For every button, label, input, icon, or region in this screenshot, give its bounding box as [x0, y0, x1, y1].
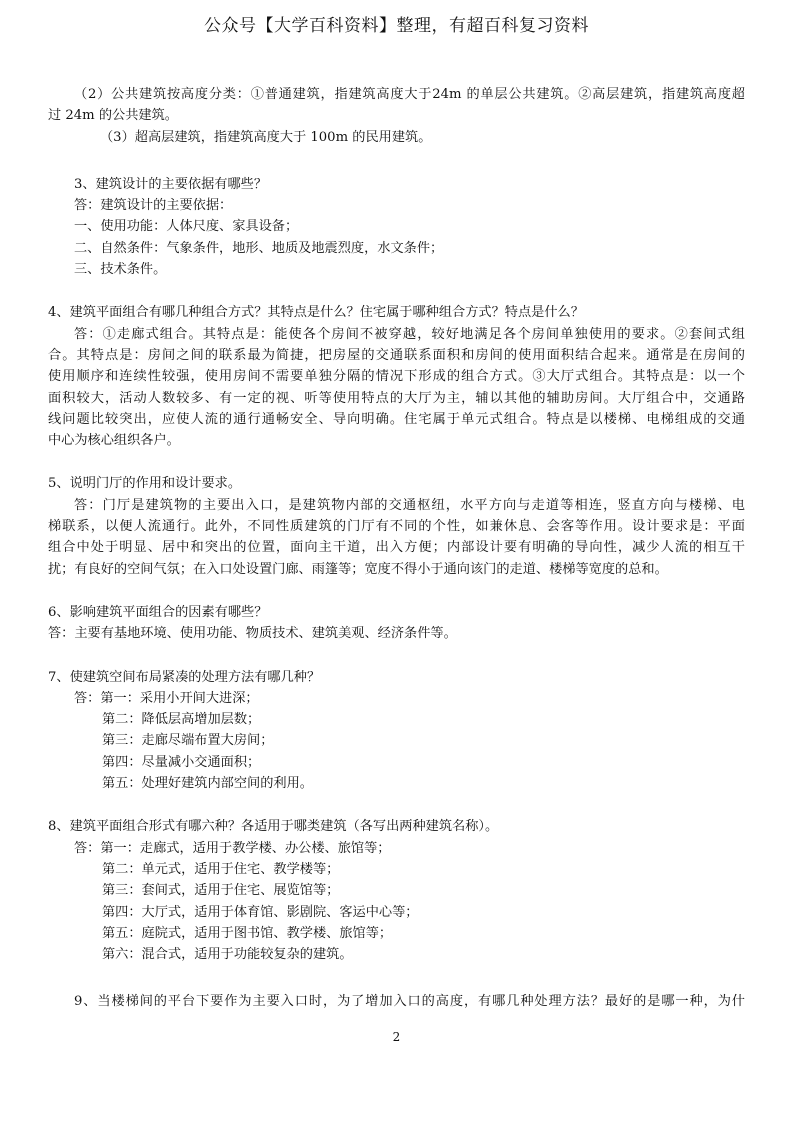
question-4-answer-line: 合。其特点是：房间之间的联系最为简捷，把房屋的交通联系面积和房间的使用面积结合起来。通常是在房间的 — [48, 347, 745, 363]
question-9 — [48, 991, 745, 1012]
question-8-item: 第六：混合式，适用于功能较复杂的建筑。 — [102, 947, 353, 963]
paragraph-2-line-1: （2）公共建筑按高度分类：①普通建筑，指建筑高度大于24m 的单层公共建筑。②高层建筑，指建筑高度超 — [74, 87, 745, 102]
question-4-answer-line: 线问题比较突出，应使人流的通行通畅安全、导向明确。住宅属于单元式组合。特点是以楼梯、电梯组成的交通 — [48, 411, 745, 427]
question-7-item: 第四：尽量减小交通面积； — [102, 754, 261, 770]
question-8-answer: 答：第一：走廊式，适用于教学楼、办公楼、旅馆等； — [74, 840, 391, 856]
question-3-title: 3、建筑设计的主要依据有哪些？ — [74, 176, 268, 192]
question-4-title: 4、建筑平面组合有哪几种组合方式？其特点是什么？住宅属于哪种组合方式？特点是什么？ — [48, 305, 584, 321]
question-9-title: 9、当楼梯间的平台下要作为主要入口时，为了增加入口的高度，有哪几种处理方法？最好的是哪一种，为什 — [74, 994, 745, 1010]
question-5-answer-line: 扰；有良好的空间气氛；在入口处设置门廊、雨篷等；宽度不得小于通向该门的走道、楼梯等宽度的总和。 — [48, 561, 668, 577]
question-4 — [48, 302, 745, 451]
page-number: 2 — [392, 1030, 401, 1044]
question-7-item: 第二：降低层高增加层数； — [102, 712, 261, 728]
question-4-answer-line: 使用顺序和连续性较强，使用房间不需要单独分隔的情况下形成的组合方式。③大厅式组合。其特点是：以一个 — [48, 369, 745, 385]
question-5-title: 5、说明门厅的作用和设计要求。 — [48, 476, 242, 492]
question-8-title: 8、建筑平面组合形式有哪六种？各适用于哪类建筑（各写出两种建筑名称）。 — [48, 819, 499, 835]
question-4-answer-line: 答：①走廊式组合。其特点是：能使各个房间不被穿越，较好地满足各个房间单独使用的要求。②套间式组 — [74, 326, 745, 342]
question-3-answer: 答：建筑设计的主要依据： — [74, 198, 233, 214]
question-6-answer: 答：主要有基地环境、使用功能、物质技术、建筑美观、经济条件等。 — [48, 626, 457, 642]
question-3-item: 三、技术条件。 — [74, 262, 167, 278]
question-4-answer-line: 面积较大，活动人数较多、有一定的视、听等使用特点的大厅为主，辅以其他的辅助房间。大厅组合中，交通路 — [48, 390, 745, 406]
question-5 — [48, 473, 745, 579]
document-body — [48, 84, 745, 1013]
question-4-answer-line: 中心为核心组织各户。 — [48, 433, 180, 449]
question-8-item: 第四：大厅式，适用于体育馆、影剧院、客运中心等； — [102, 904, 419, 920]
question-7-item: 第五：处理好建筑内部空间的利用。 — [102, 776, 313, 792]
question-8-item: 第二：单元式，适用于住宅、教学楼等； — [102, 861, 340, 877]
question-7-title: 7、使建筑空间布局紧凑的处理方法有哪几种？ — [48, 669, 321, 685]
page-header: 公众号【大学百科资料】整理，有超百科复习资料 — [204, 16, 589, 36]
question-3-item: 一、使用功能：人体尺度、家具设备； — [74, 219, 299, 235]
question-7-item: 第三：走廊尽端布置大房间； — [102, 733, 274, 749]
question-3-item: 二、自然条件：气象条件，地形、地质及地震烈度，水文条件； — [74, 240, 444, 256]
question-3 — [48, 174, 745, 280]
question-5-answer-line: 答：门厅是建筑物的主要出入口，是建筑物内部的交通枢纽，水平方向与走道等相连，竖直方向与楼梯、电 — [74, 497, 745, 513]
question-8 — [48, 816, 745, 965]
question-5-answer-line: 组合中处于明显、居中和突出的位置，面向主干道，出入方便；内部设计要有明确的导向性，减少人流的相互干 — [48, 540, 745, 556]
question-6 — [48, 602, 745, 645]
paragraph-3: （3）超高层建筑，指建筑高度大于 100m 的民用建筑。 — [100, 129, 432, 145]
question-7 — [48, 667, 745, 795]
question-5-answer-line: 梯联系，以便人流通行。此外，不同性质建筑的门厅有不同的个性，如兼休息、会客等作用。设计要求是：平面 — [48, 519, 745, 535]
paragraph-2-line-2: 过 24m 的公共建筑。 — [48, 108, 178, 124]
question-8-item: 第五：庭院式，适用于图书馆、教学楼、旅馆等； — [102, 925, 393, 941]
question-8-item: 第三：套间式，适用于住宅、展览馆等； — [102, 883, 340, 899]
question-6-title: 6、影响建筑平面组合的因素有哪些？ — [48, 604, 268, 620]
question-7-answer: 答：第一：采用小开间大进深； — [74, 690, 259, 706]
